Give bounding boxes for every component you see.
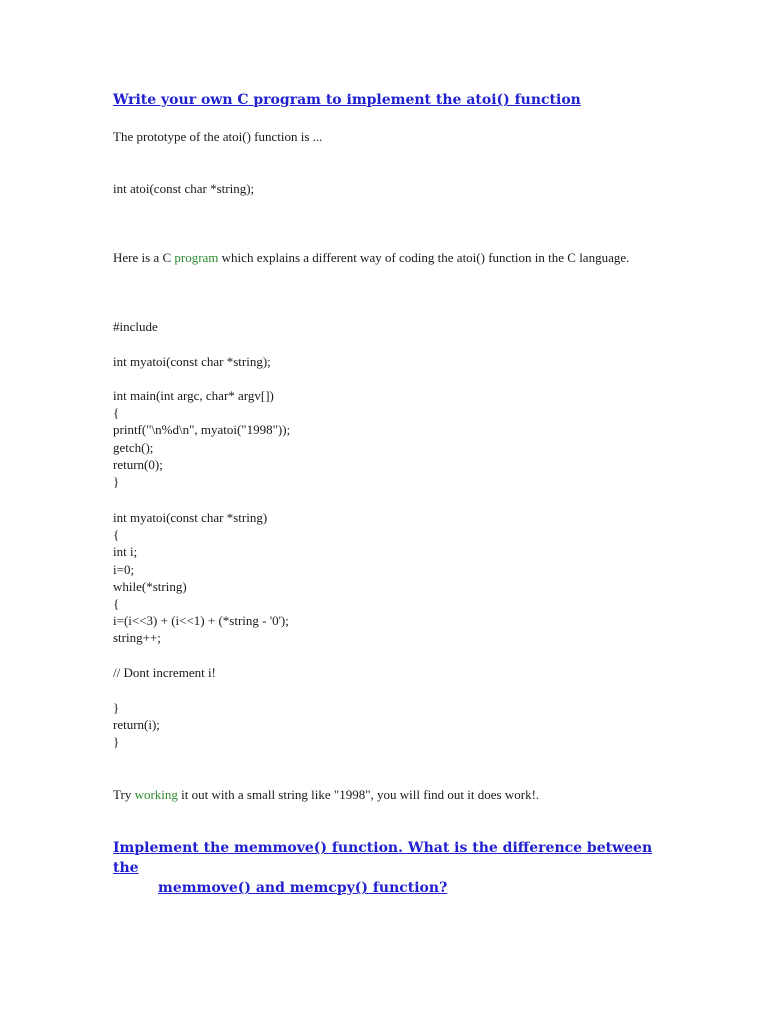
code-line: { xyxy=(113,405,120,421)
code-line: { xyxy=(113,527,120,543)
try-paragraph xyxy=(113,786,653,803)
heading-atoi-link[interactable]: Write your own C program to implement the atoi() function xyxy=(113,92,581,108)
try-text-before: Try xyxy=(113,787,135,802)
code-comment: // Dont increment i! xyxy=(113,665,216,680)
code-line: i=(i<<3) + (i<<1) + (*string - '0'); xyxy=(113,613,289,629)
working-link[interactable]: working xyxy=(134,787,178,802)
code-line: } xyxy=(113,734,120,750)
code-include: #include xyxy=(113,319,158,334)
code-line: return(0); xyxy=(113,456,163,472)
explain-paragraph xyxy=(113,249,653,266)
code-main-block xyxy=(113,387,290,490)
code-line: while(*string) xyxy=(113,578,187,594)
explain-text-before: Here is a C xyxy=(113,250,175,265)
heading-memmove-link[interactable] xyxy=(113,838,673,898)
document-page xyxy=(113,90,673,896)
code-line: i=0; xyxy=(113,561,135,577)
code-line: return(i); xyxy=(113,717,160,733)
code-line: { xyxy=(113,596,120,612)
explain-text-after: which explains a different way of coding the atoi() function in the C language. xyxy=(218,250,630,265)
code-end-block xyxy=(113,699,160,751)
code-line: } xyxy=(113,700,120,715)
program-link[interactable]: program xyxy=(174,250,219,265)
code-declaration: int myatoi(const char *string); xyxy=(113,354,271,369)
code-func-block xyxy=(113,509,289,647)
code-line: string++; xyxy=(113,630,161,646)
prototype-intro: The prototype of the atoi() function is ... xyxy=(113,129,323,144)
heading-memmove-line1: Implement the memmove() function. What is the difference between the xyxy=(113,840,653,876)
heading-memmove-line2: memmove() and memcpy() function? xyxy=(158,880,448,896)
code-line: getch(); xyxy=(113,439,154,455)
prototype-code: int atoi(const char *string); xyxy=(113,181,255,196)
try-text-after: it out with a small string like "1998", you will find out it does work!. xyxy=(177,787,540,802)
code-line: int i; xyxy=(113,544,138,560)
code-line: } xyxy=(113,474,120,490)
code-line: int main(int argc, char* argv[]) xyxy=(113,388,274,403)
code-line: int myatoi(const char *string) xyxy=(113,510,268,525)
code-line: printf("\n%d\n", myatoi("1998")); xyxy=(113,422,291,438)
